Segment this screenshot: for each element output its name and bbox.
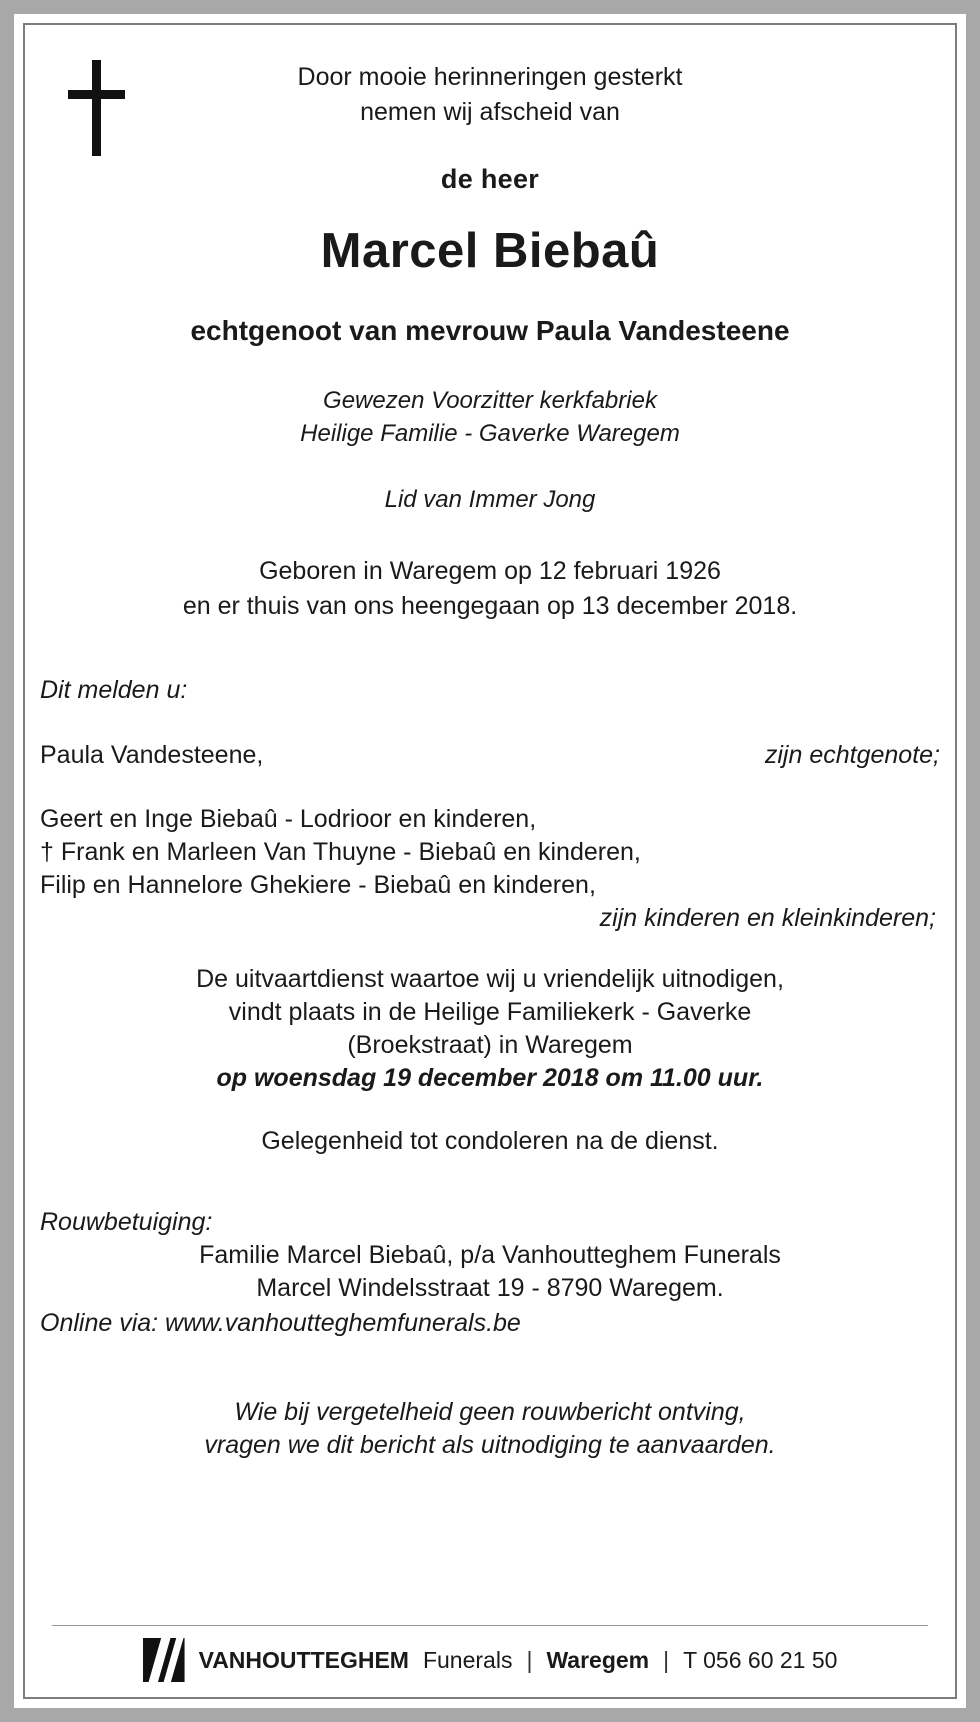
condolence-address-label: Rouwbetuiging: (40, 1208, 213, 1236)
function-line-2: Heilige Familie - Gaverke Waregem (300, 420, 680, 447)
deceased-name: Marcel Biebaû (320, 224, 660, 278)
service-line-1: De uitvaartdienst waartoe wij u vriendelijk uitnodigen, (196, 965, 784, 993)
service-line-2: vindt plaats in de Heilige Familiekerk - Gaverke (228, 998, 752, 1026)
child-line: Geert en Inge Biebaû - Lodrioor en kinderen, (40, 805, 537, 833)
spouse-row (40, 741, 940, 770)
service-block (40, 963, 940, 1062)
spouse-name: Paula Vandesteene, (40, 741, 264, 769)
dates-block (40, 554, 940, 624)
service-line-3: (Broekstraat) in Waregem (347, 1031, 633, 1059)
card-content (40, 34, 940, 1692)
membership-line: Lid van Immer Jong (384, 486, 596, 513)
service-datetime: op woensdag 19 december 2018 om 11.00 uur. (216, 1064, 764, 1092)
condolence-address (40, 1239, 940, 1305)
memorial-card (14, 14, 966, 1708)
function-block (40, 384, 940, 450)
closing-note (40, 1396, 940, 1462)
intro-line-2: nemen wij afscheid van (360, 98, 620, 126)
footer-separator: | (526, 1646, 533, 1673)
christian-cross-icon (68, 60, 124, 156)
child-line: † Frank en Marleen Van Thuyne - Biebaû en kinderen, (40, 838, 641, 866)
footer-divider (52, 1625, 928, 1626)
vanhoutteghem-logo-icon (143, 1638, 185, 1682)
child-line: Filip en Hannelore Ghekiere - Biebaû en kinderen, (40, 871, 596, 899)
footer-brand: VANHOUTTEGHEM (198, 1646, 409, 1673)
condolence-line: Gelegenheid tot condoleren na de dienst. (261, 1127, 719, 1155)
footer-separator: | (663, 1646, 670, 1673)
spouse-relation: zijn echtgenote; (764, 741, 940, 769)
closing-line-1: Wie bij vergetelheid geen rouwbericht ontving, (234, 1398, 746, 1426)
intro-line-1: Door mooie herinneringen gesterkt (297, 63, 683, 91)
footer-brand-suffix: Funerals (422, 1646, 513, 1673)
honorific: de heer (440, 164, 540, 194)
function-line-1: Gewezen Voorzitter kerkfabriek (323, 387, 657, 414)
footer-city: Waregem (546, 1646, 650, 1673)
children-block (40, 803, 940, 902)
children-relation: zijn kinderen en kleinkinderen; (599, 904, 936, 932)
spouse-of-line: echtgenoot van mevrouw Paula Vandesteene (190, 315, 790, 346)
death-line: en er thuis van ons heengegaan op 13 december 2018. (182, 592, 798, 620)
address-line-1: Familie Marcel Biebaû, p/a Vanhoutteghem Funerals (199, 1241, 781, 1269)
online-link-line[interactable]: Online via: www.vanhoutteghemfunerals.be (40, 1309, 521, 1337)
announce-label: Dit melden u: (40, 676, 188, 704)
closing-line-2: vragen we dit bericht als uitnodiging te aanvaarden. (204, 1431, 776, 1459)
intro-text (40, 34, 940, 130)
footer-bar (40, 1638, 940, 1682)
birth-line: Geboren in Waregem op 12 februari 1926 (259, 557, 721, 585)
footer-phone: T 056 60 21 50 (683, 1646, 838, 1673)
address-line-2: Marcel Windelsstraat 19 - 8790 Waregem. (256, 1274, 724, 1302)
